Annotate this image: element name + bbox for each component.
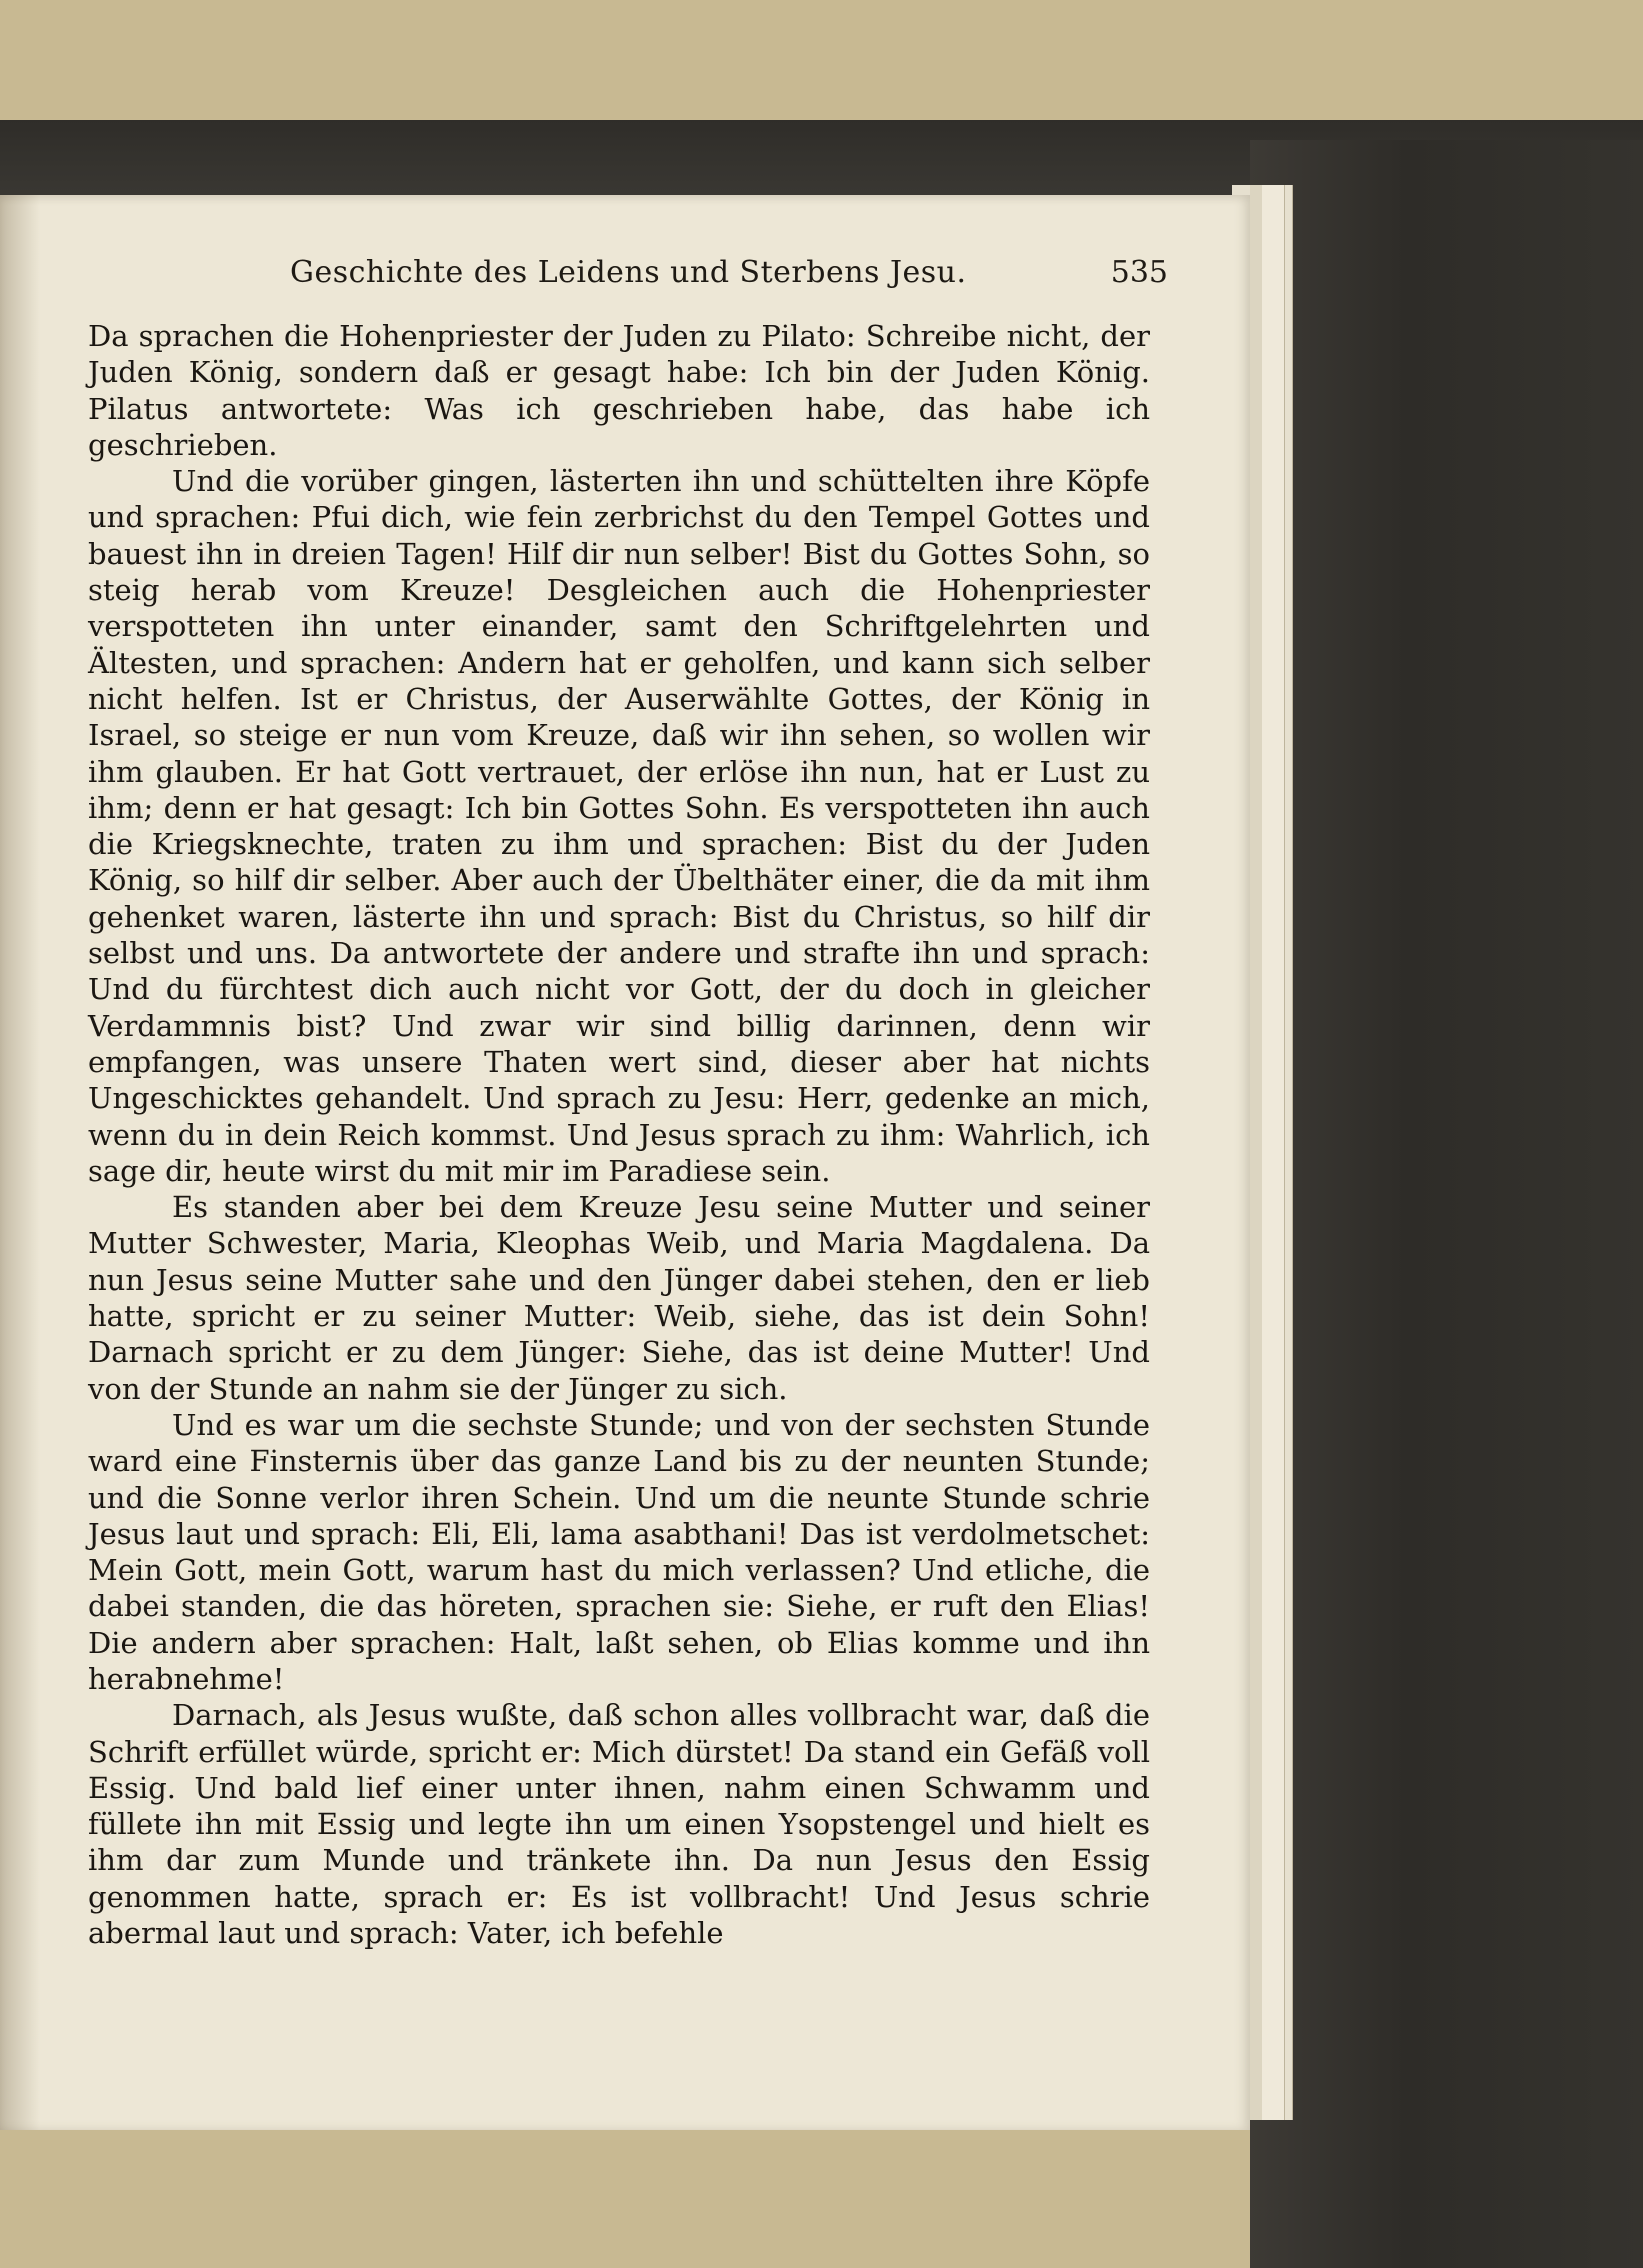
paragraph: Darnach, als Jesus wußte, daß schon alles vollbracht war, daß die Schrift erfüllet würde, spricht er: Mich dürstet! Da stand ein Gefäß voll Essig. Und bald lief einer unter ihnen, nahm einen Schwamm und füllete ihn mit Essig und legte ihn um einen Ysopstengel und hielt es ihm dar zum Munde und tränkete ihn. Da nun Jesus den Essig genommen hatte, sprach er: Es ist vollbracht! Und Jesus schrie abermal laut und sprach: Vater, ich befehle	[88, 1698, 1150, 1951]
page-number: 535	[1110, 255, 1168, 290]
body-text	[88, 318, 1150, 1951]
page-edge	[1262, 185, 1285, 2120]
book-cover	[1250, 140, 1643, 2268]
paragraph: Und die vorüber gingen, lästerten ihn und schüttelten ihre Köpfe und sprachen: Pfui dich, wie fein zerbrichst du den Tempel Gottes und bauest ihn in dreien Tagen! Hilf dir nun selber! Bist du Gottes Sohn, so steig herab vom Kreuze! Desgleichen auch die Hohenpriester verspotteten ihn unter einander, samt den Schriftgelehrten und Ältesten, und sprachen: Andern hat er geholfen, und kann sich selber nicht helfen. Ist er Christus, der Auserwählte Gottes, der König in Israel, so steige er nun vom Kreuze, daß wir ihn sehen, so wollen wir ihm glauben. Er hat Gott vertrauet, der erlöse ihn nun, hat er Lust zu ihm; denn er hat gesagt: Ich bin Gottes Sohn. Es verspotteten ihn auch die Kriegsknechte, traten zu ihm und sprachen: Bist du der Juden König, so hilf dir selber. Aber auch der Übelthäter einer, die da mit ihm gehenket waren, lästerte ihn und sprach: Bist du Christus, so hilf dir selbst und uns. Da antwortete der andere und strafte ihn und sprach: Und du fürchtest dich auch nicht vor Gott, der du doch in gleicher Verdammnis bist? Und zwar wir sind billig darinnen, denn wir empfangen, was unsere Thaten wert sind, dieser aber hat nichts Ungeschicktes gehandelt. Und sprach zu Jesu: Herr, gedenke an mich, wenn du in dein Reich kommst. Und Jesus sprach zu ihm: Wahrlich, ich sage dir, heute wirst du mit mir im Paradiese sein.	[88, 464, 1150, 1188]
running-head: Geschichte des Leidens und Sterbens Jesu.	[290, 255, 967, 290]
page-header	[290, 255, 1180, 305]
paragraph: Es standen aber bei dem Kreuze Jesu seine Mutter und seiner Mutter Schwester, Maria, Kleophas Weib, und Maria Magdalena. Da nun Jesus seine Mutter sahe und den Jünger dabei stehen, den er lieb hatte, spricht er zu seiner Mutter: Weib, siehe, das ist dein Sohn! Darnach spricht er zu dem Jünger: Siehe, das ist deine Mutter! Und von der Stunde an nahm sie der Jünger zu sich.	[88, 1190, 1150, 1406]
paragraph: Und es war um die sechste Stunde; und von der sechsten Stunde ward eine Finsternis über das ganze Land bis zu der neunten Stunde; und die Sonne verlor ihren Schein. Und um die neunte Stunde schrie Jesus laut und sprach: Eli, Eli, lama asabthani! Das ist verdolmetschet: Mein Gott, mein Gott, warum hast du mich verlassen? Und etliche, die dabei standen, die das höreten, sprachen sie: Siehe, er ruft den Elias! Die andern aber sprachen: Halt, laßt sehen, ob Elias komme und ihn herabnehme!	[88, 1407, 1150, 1696]
page-gutter-shadow	[0, 195, 40, 2130]
paragraph: Da sprachen die Hohenpriester der Juden zu Pilato: Schreibe nicht, der Juden König, sondern daß er gesagt habe: Ich bin der Juden König. Pilatus antwortete: Was ich geschrieben habe, das habe ich geschrieben.	[88, 319, 1150, 462]
